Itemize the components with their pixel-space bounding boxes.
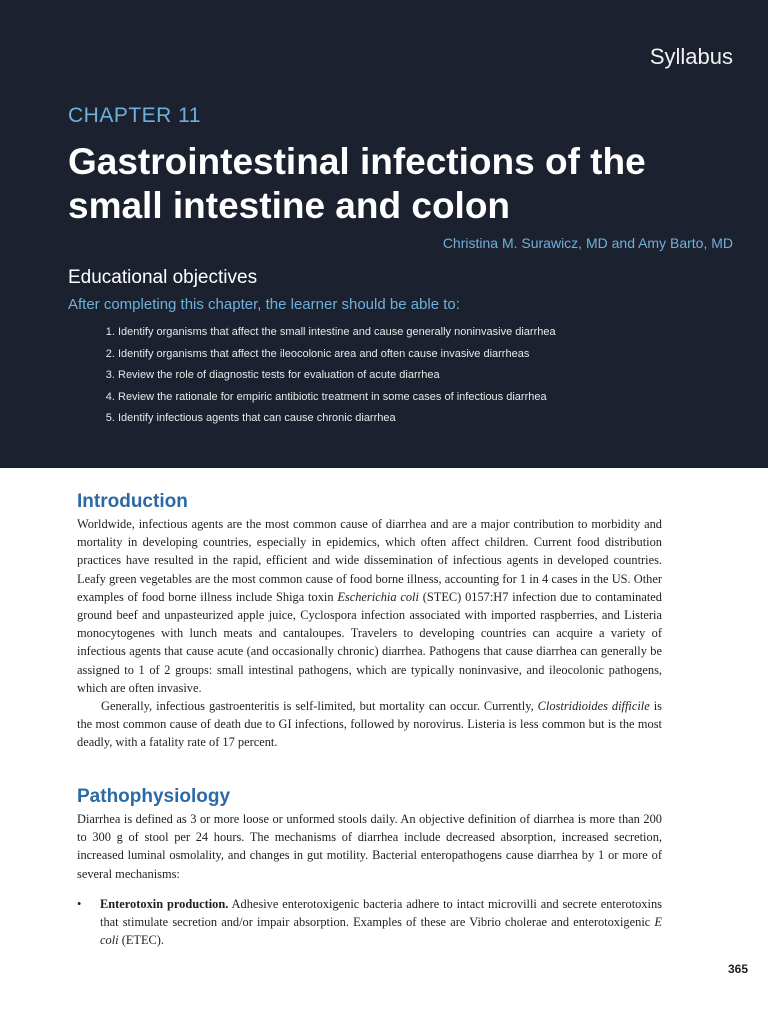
objectives-intro: After completing this chapter, the learner should be able to: bbox=[68, 296, 460, 313]
objective-item: 2. Identify organisms that affect the ileocolonic area and often cause invasive diarrheas bbox=[118, 344, 738, 366]
italic-term: Escherichia coli bbox=[337, 589, 419, 604]
text-run: is the most common cause of death due to GI infections, followed by norovirus. Listeria is less common but is the most deadly, with a fatality rate of 17 percent. bbox=[77, 699, 662, 750]
text-run: Worldwide, infectious agents are the most common cause of diarrhea and are a major contribution to morbidity and mortality in developing countries, especially in epidemics, which often affect children. Current food distribution practices have resulted in the rapid, efficient and wide dissemination of infectious agents in developed countries. Leafy green vegetables are the most common cause of food borne illness, accounting for 1 in 4 cases in the US. Other examples of food borne illness include Shiga toxin bbox=[77, 517, 662, 604]
bullet-icon: • bbox=[77, 896, 82, 911]
chapter-title: Gastrointestinal infections of the small intestine and colon bbox=[68, 141, 646, 226]
mechanism-term: Enterotoxin production. bbox=[100, 896, 229, 911]
introduction-section bbox=[77, 491, 662, 752]
page-number: 365 bbox=[727, 962, 748, 976]
objective-item: 3. Review the role of diagnostic tests for evaluation of acute diarrhea bbox=[118, 365, 738, 387]
chapter-header bbox=[0, 0, 768, 468]
mechanism-item bbox=[77, 895, 662, 950]
introduction-paragraph-1 bbox=[77, 515, 662, 697]
mechanism-list bbox=[77, 895, 662, 950]
objective-item: 5. Identify infectious agents that can cause chronic diarrhea bbox=[118, 408, 738, 430]
italic-term: E coli bbox=[100, 915, 662, 948]
objective-item: 1. Identify organisms that affect the small intestine and cause generally noninvasive diarrhea bbox=[118, 322, 738, 344]
italic-term: Clostridioides difficile bbox=[537, 699, 650, 714]
pathophysiology-heading: Pathophysiology bbox=[77, 786, 231, 807]
objectives-list bbox=[98, 322, 738, 430]
text-run: Generally, infectious gastroenteritis is self-limited, but mortality can occur. Currently, bbox=[101, 699, 538, 714]
introduction-heading: Introduction bbox=[77, 491, 188, 512]
pathophysiology-paragraph: Diarrhea is defined as 3 or more loose or unformed stools daily. An objective definition of diarrhea is more than 200 to 300 g of stool per 24 hours. The mechanisms of diarrhea include decreased absorption, increased secretion, increased luminal osmolality, and changes in gut motility. Bacterial enteropathogens cause diarrhea by 1 or more of several mechanisms: bbox=[77, 812, 662, 881]
text-run: (ETEC). bbox=[118, 933, 165, 948]
text-run: (STEC) 0157:H7 infection due to contaminated ground beef and unpasteurized apple juice, Cyclospora infection associated with imported raspberries, and Listeria monocytogenes with lunch meats and cantaloupes. Travelers to developing countries can acquire a variety of infectious agents that cause acute (and occasionally chronic) diarrhea. Pathogens that cause diarrhea can generally be assigned to 1 of 2 groups: small intestinal pathogens, which are typically noninvasive, and ileocolonic pathogens, which are often invasive. bbox=[77, 589, 662, 695]
pathophysiology-section bbox=[77, 786, 662, 949]
introduction-paragraph-2 bbox=[77, 697, 662, 752]
objectives-heading: Educational objectives bbox=[68, 267, 258, 288]
syllabus-label: Syllabus bbox=[649, 44, 733, 69]
text-run: Adhesive enterotoxigenic bacteria adhere to intact microvilli and secrete enterotoxins that stimulate secretion and/or impair absorption. Examples of these are Vibrio cholerae and enterotoxigenic bbox=[100, 896, 662, 930]
objective-item: 4. Review the rationale for empiric antibiotic treatment in some cases of infectious diarrhea bbox=[118, 387, 738, 409]
chapter-authors: Christina M. Surawicz, MD and Amy Barto, MD bbox=[442, 235, 733, 251]
chapter-number: CHAPTER 11 bbox=[68, 104, 201, 127]
